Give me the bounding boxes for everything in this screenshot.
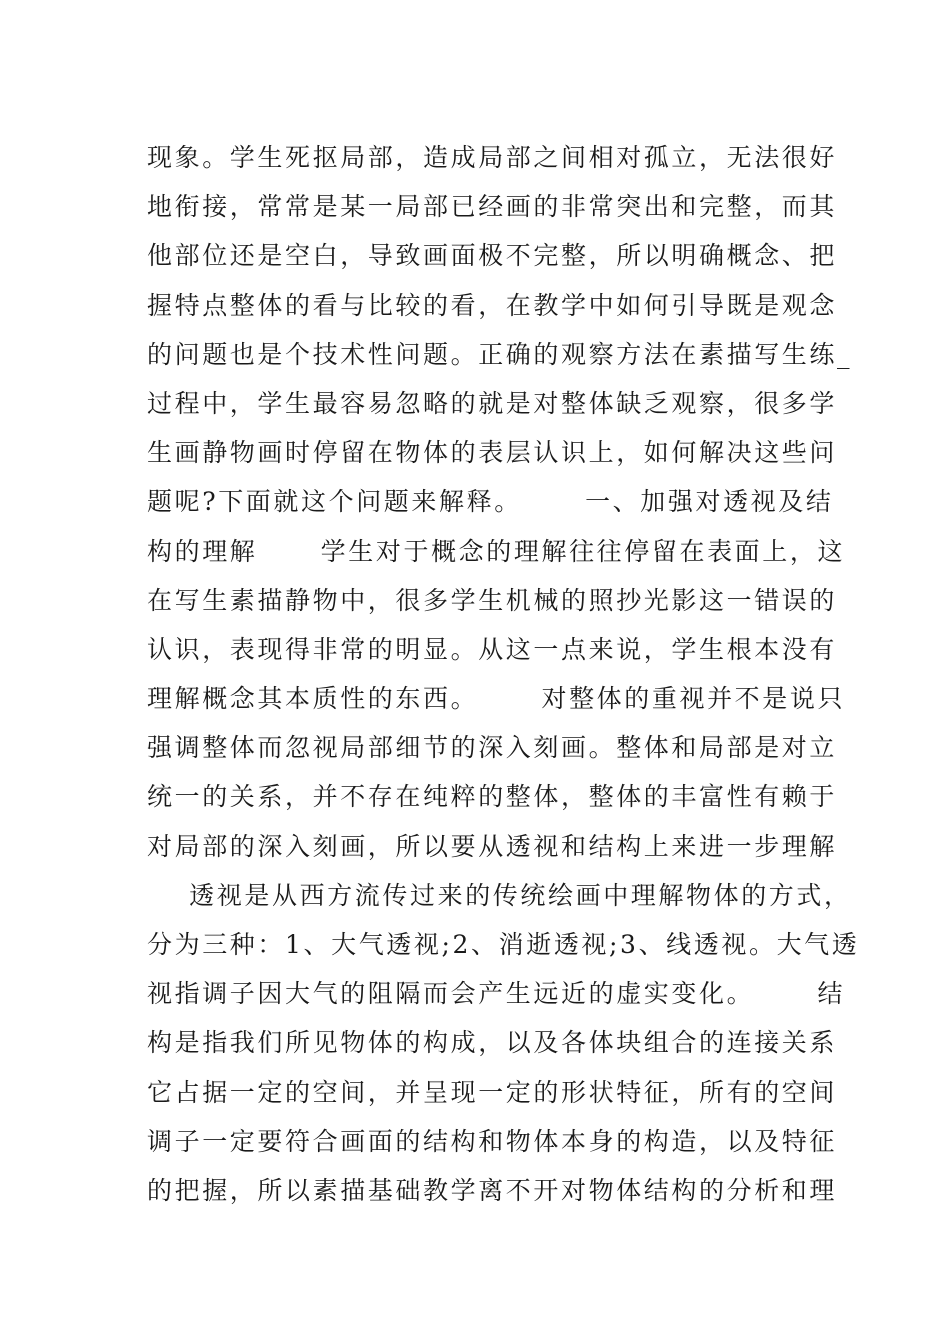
text-line: 题呢?下面就这个问题来解释。 一、加强对透视及结 (147, 487, 834, 517)
text-line: 生画静物画时停留在物体的表层认识上，如何解决这些问 (147, 438, 838, 468)
text-line: 的把握，所以素描基础教学离不开对物体结构的分析和理 (147, 1175, 838, 1205)
text-line: 视指调子因大气的阻隔而会产生远近的虚实变化。 结 (147, 979, 846, 1009)
text-line: 过程中，学生最容易忽略的就是对整体缺乏观察，很多学 (147, 388, 838, 418)
text-line: 它占据一定的空间，并呈现一定的形状特征，所有的空间 (147, 1077, 838, 1107)
text-line: 分为三种：1、大气透视;2、消逝透视;3、线透视。大气透 (147, 930, 860, 959)
text-line: 构是指我们所见物体的构成，以及各体块组合的连接关系 (147, 1028, 838, 1058)
text-line: 握特点整体的看与比较的看，在教学中如何引导既是观念 (147, 290, 838, 320)
text-line: 现象。学生死抠局部，造成局部之间相对孤立，无法很好 (147, 143, 838, 172)
text-line: 的问题也是个技术性问题。正确的观察方法在素描写生练_ (147, 339, 853, 369)
text-line: 构的理解 学生对于概念的理解往往停留在表面上，这 (147, 536, 846, 566)
body-text (147, 133, 860, 1215)
text-line: 他部位还是空白，导致画面极不完整，所以明确概念、把 (147, 241, 838, 271)
text-line: 地衔接，常常是某一局部已经画的非常突出和完整，而其 (147, 192, 838, 222)
text-line: 统一的关系，并不存在纯粹的整体，整体的丰富性有赖于 (147, 782, 838, 812)
text-line: 在写生素描静物中，很多学生机械的照抄光影这一错误的 (147, 585, 838, 615)
text-line: 透视是从西方流传过来的传统绘画中理解物体的方式， (147, 880, 852, 910)
text-line: 强调整体而忽视局部细节的深入刻画。整体和局部是对立 (147, 733, 838, 763)
text-line: 认识，表现得非常的明显。从这一点来说，学生根本没有 (147, 634, 838, 664)
text-line: 调子一定要符合画面的结构和物体本身的构造，以及特征 (147, 1126, 838, 1156)
text-line: 理解概念其本质性的东西。 对整体的重视并不是说只 (147, 684, 846, 714)
text-line: 对局部的深入刻画，所以要从透视和结构上来进一步理解 (147, 831, 838, 861)
